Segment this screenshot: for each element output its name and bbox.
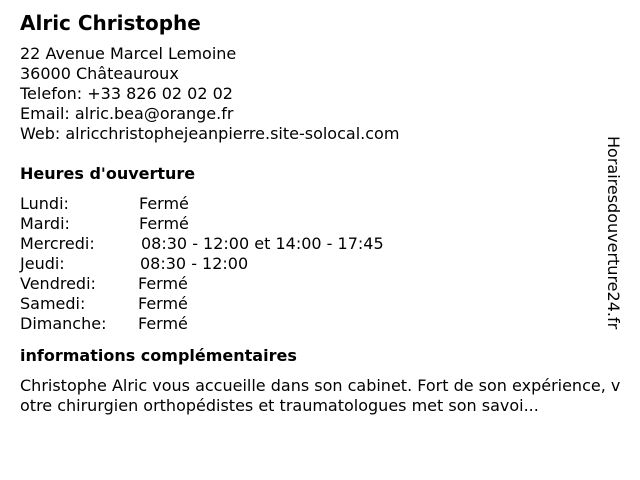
hours-row-monday: [20, 194, 630, 214]
day-label: Vendredi:: [20, 274, 96, 293]
phone-line: Telefon: +33 826 02 02 02: [20, 84, 233, 103]
hours-row-saturday: [20, 294, 630, 314]
business-card: [20, 10, 630, 416]
day-label: Dimanche:: [20, 314, 107, 333]
email-line: Email: alric.bea@orange.fr: [20, 104, 234, 123]
day-hours: Fermé: [139, 194, 189, 213]
business-name: Alric Christophe: [20, 11, 201, 35]
web-line: Web: alricchristophejeanpierre.site-solocal.com: [20, 124, 400, 143]
hours-heading: Heures d'ouverture: [20, 164, 196, 183]
address-line-city: 36000 Châteauroux: [20, 64, 179, 83]
day-hours: Fermé: [138, 274, 188, 293]
side-watermark-label: Horairesdouverture24.fr: [604, 136, 623, 330]
day-label: Jeudi:: [20, 254, 65, 273]
address-line-street: 22 Avenue Marcel Lemoine: [20, 44, 237, 63]
day-label: Lundi:: [20, 194, 69, 213]
hours-table: [20, 194, 630, 334]
day-hours: Fermé: [138, 294, 188, 313]
hours-row-wednesday: [20, 234, 630, 254]
day-hours: 08:30 - 12:00 et 14:00 - 17:45: [141, 234, 384, 253]
contact-block: [20, 44, 630, 144]
day-label: Samedi:: [20, 294, 86, 313]
info-heading: informations complémentaires: [20, 346, 297, 365]
info-description: Christophe Alric vous accueille dans son cabinet. Fort de son expérience, votre chirurgien orthopédistes et traumatologues met son savoi...: [20, 376, 621, 415]
day-label: Mardi:: [20, 214, 70, 233]
day-label: Mercredi:: [20, 234, 95, 253]
hours-row-sunday: [20, 314, 630, 334]
hours-row-tuesday: [20, 214, 630, 234]
hours-row-friday: [20, 274, 630, 294]
day-hours: Fermé: [139, 214, 189, 233]
day-hours: 08:30 - 12:00: [140, 254, 249, 273]
hours-row-thursday: [20, 254, 630, 274]
day-hours: Fermé: [138, 314, 188, 333]
